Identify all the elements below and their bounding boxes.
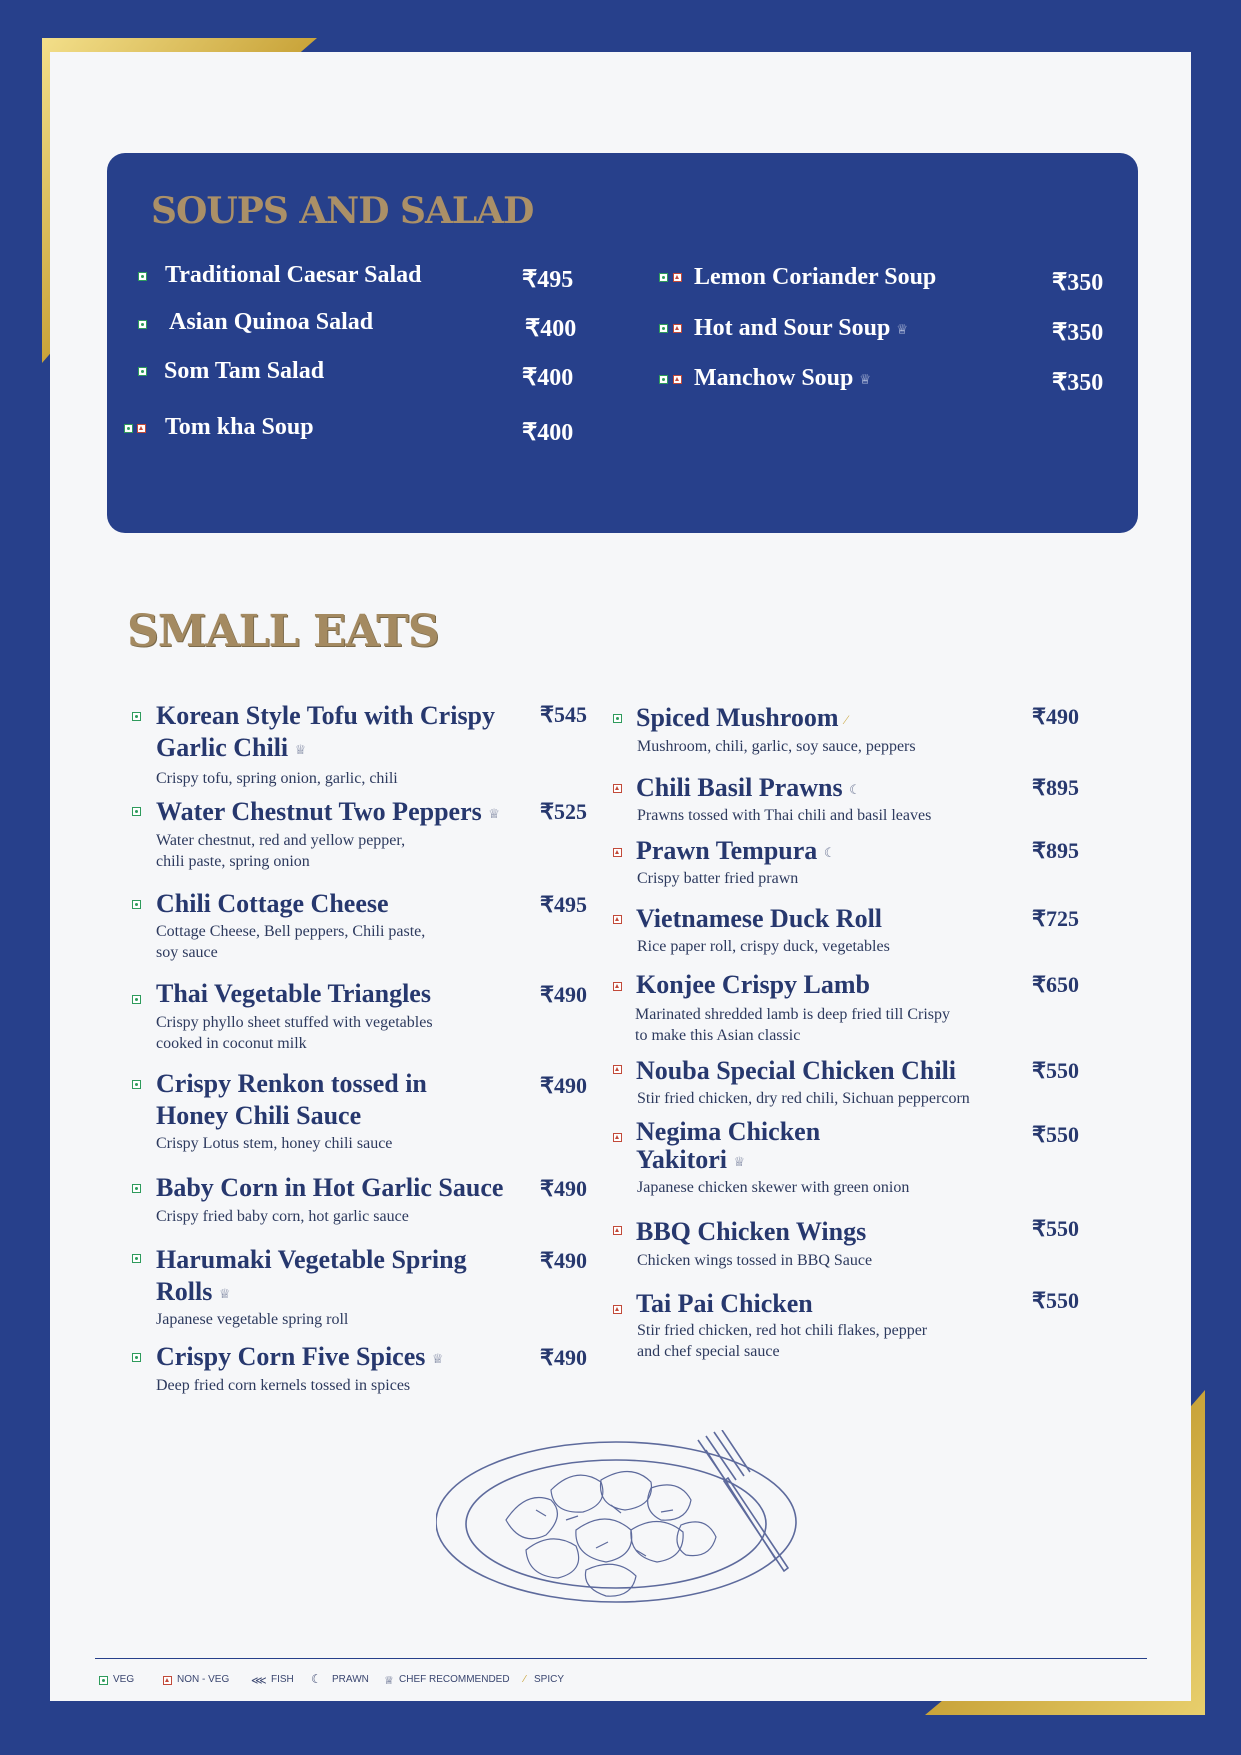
veg-icon (132, 712, 141, 721)
dish-price: ₹490 (1032, 704, 1079, 729)
dish-description (156, 830, 405, 872)
legend-non-veg: NON - VEG (177, 1674, 230, 1685)
soup-item-label: Manchow Soup (694, 365, 854, 391)
dish-price: ₹495 (540, 892, 587, 917)
dish-description (637, 1320, 927, 1362)
dish-price: ₹490 (540, 1345, 587, 1370)
veg-icon (138, 320, 147, 329)
dish-price: ₹550 (1032, 1122, 1079, 1147)
spicy-icon: ⁄ (524, 1674, 526, 1685)
prawn-icon: ☾ (823, 845, 836, 861)
dish-description: Stir fried chicken, dry red chili, Sichuan peppercorn (637, 1090, 970, 1107)
dish-description: Crispy tofu, spring onion, garlic, chili (156, 770, 398, 787)
dish-price: ₹895 (1032, 838, 1079, 863)
non-veg-icon (673, 324, 682, 333)
dish-description-line: Crispy phyllo sheet stuffed with vegetables (156, 1014, 433, 1031)
dish-price: ₹550 (1032, 1288, 1079, 1313)
legend-spicy: SPICY (534, 1674, 565, 1685)
dish-description-line: cooked in coconut milk (156, 1035, 307, 1052)
dish-name-line: Water Chestnut Two Peppers (156, 797, 482, 826)
soup-item-name: Tom kha Soup (165, 414, 314, 440)
dish-description-line: and chef special sauce (637, 1343, 780, 1360)
dish-price: ₹550 (1032, 1216, 1079, 1241)
soup-item-price: ₹350 (1052, 270, 1104, 296)
soup-item-name: Lemon Coriander Soup (694, 264, 937, 290)
legend-veg: VEG (113, 1674, 135, 1685)
chef-hat-icon: ♕ (733, 1154, 746, 1170)
non-veg-icon (673, 273, 682, 282)
dish-name-line: Korean Style Tofu with Crispy (156, 701, 496, 730)
chef-hat-icon: ♕ (218, 1286, 231, 1302)
dish-name (156, 1341, 444, 1375)
soup-item-name: Asian Quinoa Salad (169, 309, 374, 335)
dish-name: Vietnamese Duck Roll (636, 904, 883, 933)
dish-price: ₹550 (1032, 1058, 1079, 1083)
non-veg-icon (613, 1226, 622, 1235)
non-veg-icon (137, 424, 146, 433)
soup-item-price: ₹350 (1052, 370, 1104, 396)
veg-icon (124, 424, 133, 433)
dish-name (156, 1244, 467, 1310)
soups-section-title: SOUPS AND SALAD (151, 190, 534, 232)
soup-item-price: ₹400 (522, 420, 574, 446)
dish-name: Thai Vegetable Triangles (156, 979, 431, 1008)
dish-name-line: Garlic Chili (156, 733, 289, 762)
soup-item-price: ₹350 (1052, 320, 1104, 346)
dish-description: Deep fried corn kernels tossed in spices (156, 1377, 411, 1394)
dish-name (636, 1118, 820, 1176)
non-veg-icon (613, 915, 622, 924)
dish-description-line: Stir fried chicken, red hot chili flakes, pepper (637, 1322, 928, 1339)
dish-description-line: Marinated shredded lamb is deep fried till Crispy (635, 1006, 951, 1023)
chef-hat-icon: ♕ (896, 321, 908, 337)
dish-name (156, 700, 495, 766)
veg-icon (132, 1080, 141, 1089)
veg-icon (138, 272, 147, 281)
dish-name (636, 702, 847, 736)
dish-name-line: Prawn Tempura (636, 836, 818, 865)
dish-description: Prawns tossed with Thai chili and basil leaves (637, 807, 932, 824)
dish-name (156, 796, 500, 830)
soup-item-price: ₹400 (522, 365, 574, 391)
dish-name (636, 772, 861, 806)
dish-description-line: Water chestnut, red and yellow pepper, (156, 832, 406, 849)
dish-description: Mushroom, chili, garlic, soy sauce, peppers (637, 738, 916, 755)
chef-hat-icon: ♕ (431, 1351, 444, 1367)
dish-name-line: Crispy Corn Five Spices (156, 1342, 426, 1371)
small-eats-section-title: SMALL EATS (127, 606, 439, 657)
dish-name-line: Chili Basil Prawns (636, 773, 843, 802)
veg-icon (132, 1184, 141, 1193)
dish-name (156, 1068, 427, 1132)
veg-icon (138, 367, 147, 376)
legend-chef-recommended: CHEF RECOMMENDED (399, 1674, 510, 1685)
dish-name: Nouba Special Chicken Chili (636, 1056, 957, 1085)
dish-name: Baby Corn in Hot Garlic Sauce (156, 1173, 504, 1202)
dish-description-line: chili paste, spring onion (156, 853, 310, 870)
veg-icon (132, 1254, 141, 1263)
dish-price: ₹490 (540, 982, 587, 1007)
dish-name-line: Honey Chili Sauce (156, 1101, 362, 1130)
prawn-icon: ☾ (849, 782, 861, 798)
dish-description-line: soy sauce (156, 944, 218, 961)
veg-icon (613, 714, 622, 723)
chef-hat-icon: ♕ (294, 742, 307, 758)
dish-name-line: Negima Chicken (636, 1117, 821, 1146)
soup-item-name (694, 315, 908, 342)
dish-name-line: Yakitori (636, 1145, 727, 1174)
dish-name: BBQ Chicken Wings (636, 1217, 867, 1246)
veg-icon (132, 995, 141, 1004)
fish-icon: ⋘ (251, 1675, 267, 1687)
dish-name-line: Crispy Renkon tossed in (156, 1069, 427, 1098)
soup-item-label: Hot and Sour Soup (694, 315, 891, 341)
veg-icon (132, 900, 141, 909)
dish-description: Crispy fried baby corn, hot garlic sauce (156, 1208, 409, 1225)
dish-name-line: Harumaki Vegetable Spring (156, 1245, 467, 1274)
dish-price: ₹490 (540, 1073, 587, 1098)
dish-description (635, 1004, 950, 1046)
soup-item-price: ₹400 (525, 316, 577, 342)
chef-hat-icon: ♕ (488, 806, 500, 822)
non-veg-icon (613, 1133, 622, 1142)
non-veg-icon (613, 1065, 622, 1074)
chef-hat-icon: ♕ (384, 1675, 394, 1687)
dish-name: Konjee Crispy Lamb (636, 970, 870, 999)
dish-price: ₹525 (540, 799, 587, 824)
soup-item-name (694, 365, 871, 392)
dish-name-line: Spiced Mushroom (636, 703, 839, 732)
dish-description: Chicken wings tossed in BBQ Sauce (637, 1252, 873, 1269)
legend-divider (95, 1658, 1147, 1659)
dish-description: Japanese vegetable spring roll (156, 1311, 349, 1328)
dish-price: ₹490 (540, 1248, 587, 1273)
dish-description-line: Cottage Cheese, Bell peppers, Chili paste, (156, 923, 426, 940)
dish-price: ₹545 (540, 702, 587, 727)
non-veg-icon (163, 1676, 172, 1685)
veg-icon (99, 1676, 108, 1685)
chef-hat-icon: ♕ (859, 371, 872, 387)
soup-item-price: ₹495 (522, 267, 574, 293)
dish-price: ₹895 (1032, 775, 1079, 800)
legend-prawn: PRAWN (332, 1674, 369, 1685)
dish-name: Tai Pai Chicken (636, 1289, 813, 1318)
dish-description: Crispy batter fried prawn (637, 870, 799, 887)
soup-item-name: Som Tam Salad (164, 358, 325, 384)
soup-item-name: Traditional Caesar Salad (165, 262, 422, 288)
veg-icon (659, 273, 668, 282)
plate-illustration (436, 1430, 806, 1640)
legend-fish: FISH (271, 1674, 294, 1685)
veg-icon (132, 1353, 141, 1362)
non-veg-icon (673, 375, 682, 384)
veg-icon (659, 324, 668, 333)
dish-description (156, 921, 425, 963)
dish-name: Chili Cottage Cheese (156, 889, 389, 918)
non-veg-icon (613, 1305, 622, 1314)
non-veg-icon (613, 982, 622, 991)
dish-description-line: to make this Asian classic (635, 1027, 801, 1044)
dish-price: ₹490 (540, 1176, 587, 1201)
veg-icon (659, 375, 668, 384)
dish-description (156, 1012, 433, 1054)
non-veg-icon (613, 784, 622, 793)
dish-name-line: Rolls (156, 1277, 213, 1306)
dish-description: Crispy Lotus stem, honey chili sauce (156, 1135, 393, 1152)
dish-name (636, 835, 835, 869)
dish-price: ₹650 (1032, 972, 1079, 997)
spicy-icon: ⁄ (845, 712, 848, 728)
dish-description: Rice paper roll, crispy duck, vegetables (637, 938, 890, 955)
non-veg-icon (613, 848, 622, 857)
prawn-icon: ☾ (311, 1672, 322, 1686)
dish-price: ₹725 (1032, 906, 1079, 931)
dish-description: Japanese chicken skewer with green onion (637, 1179, 910, 1196)
veg-icon (132, 807, 141, 816)
